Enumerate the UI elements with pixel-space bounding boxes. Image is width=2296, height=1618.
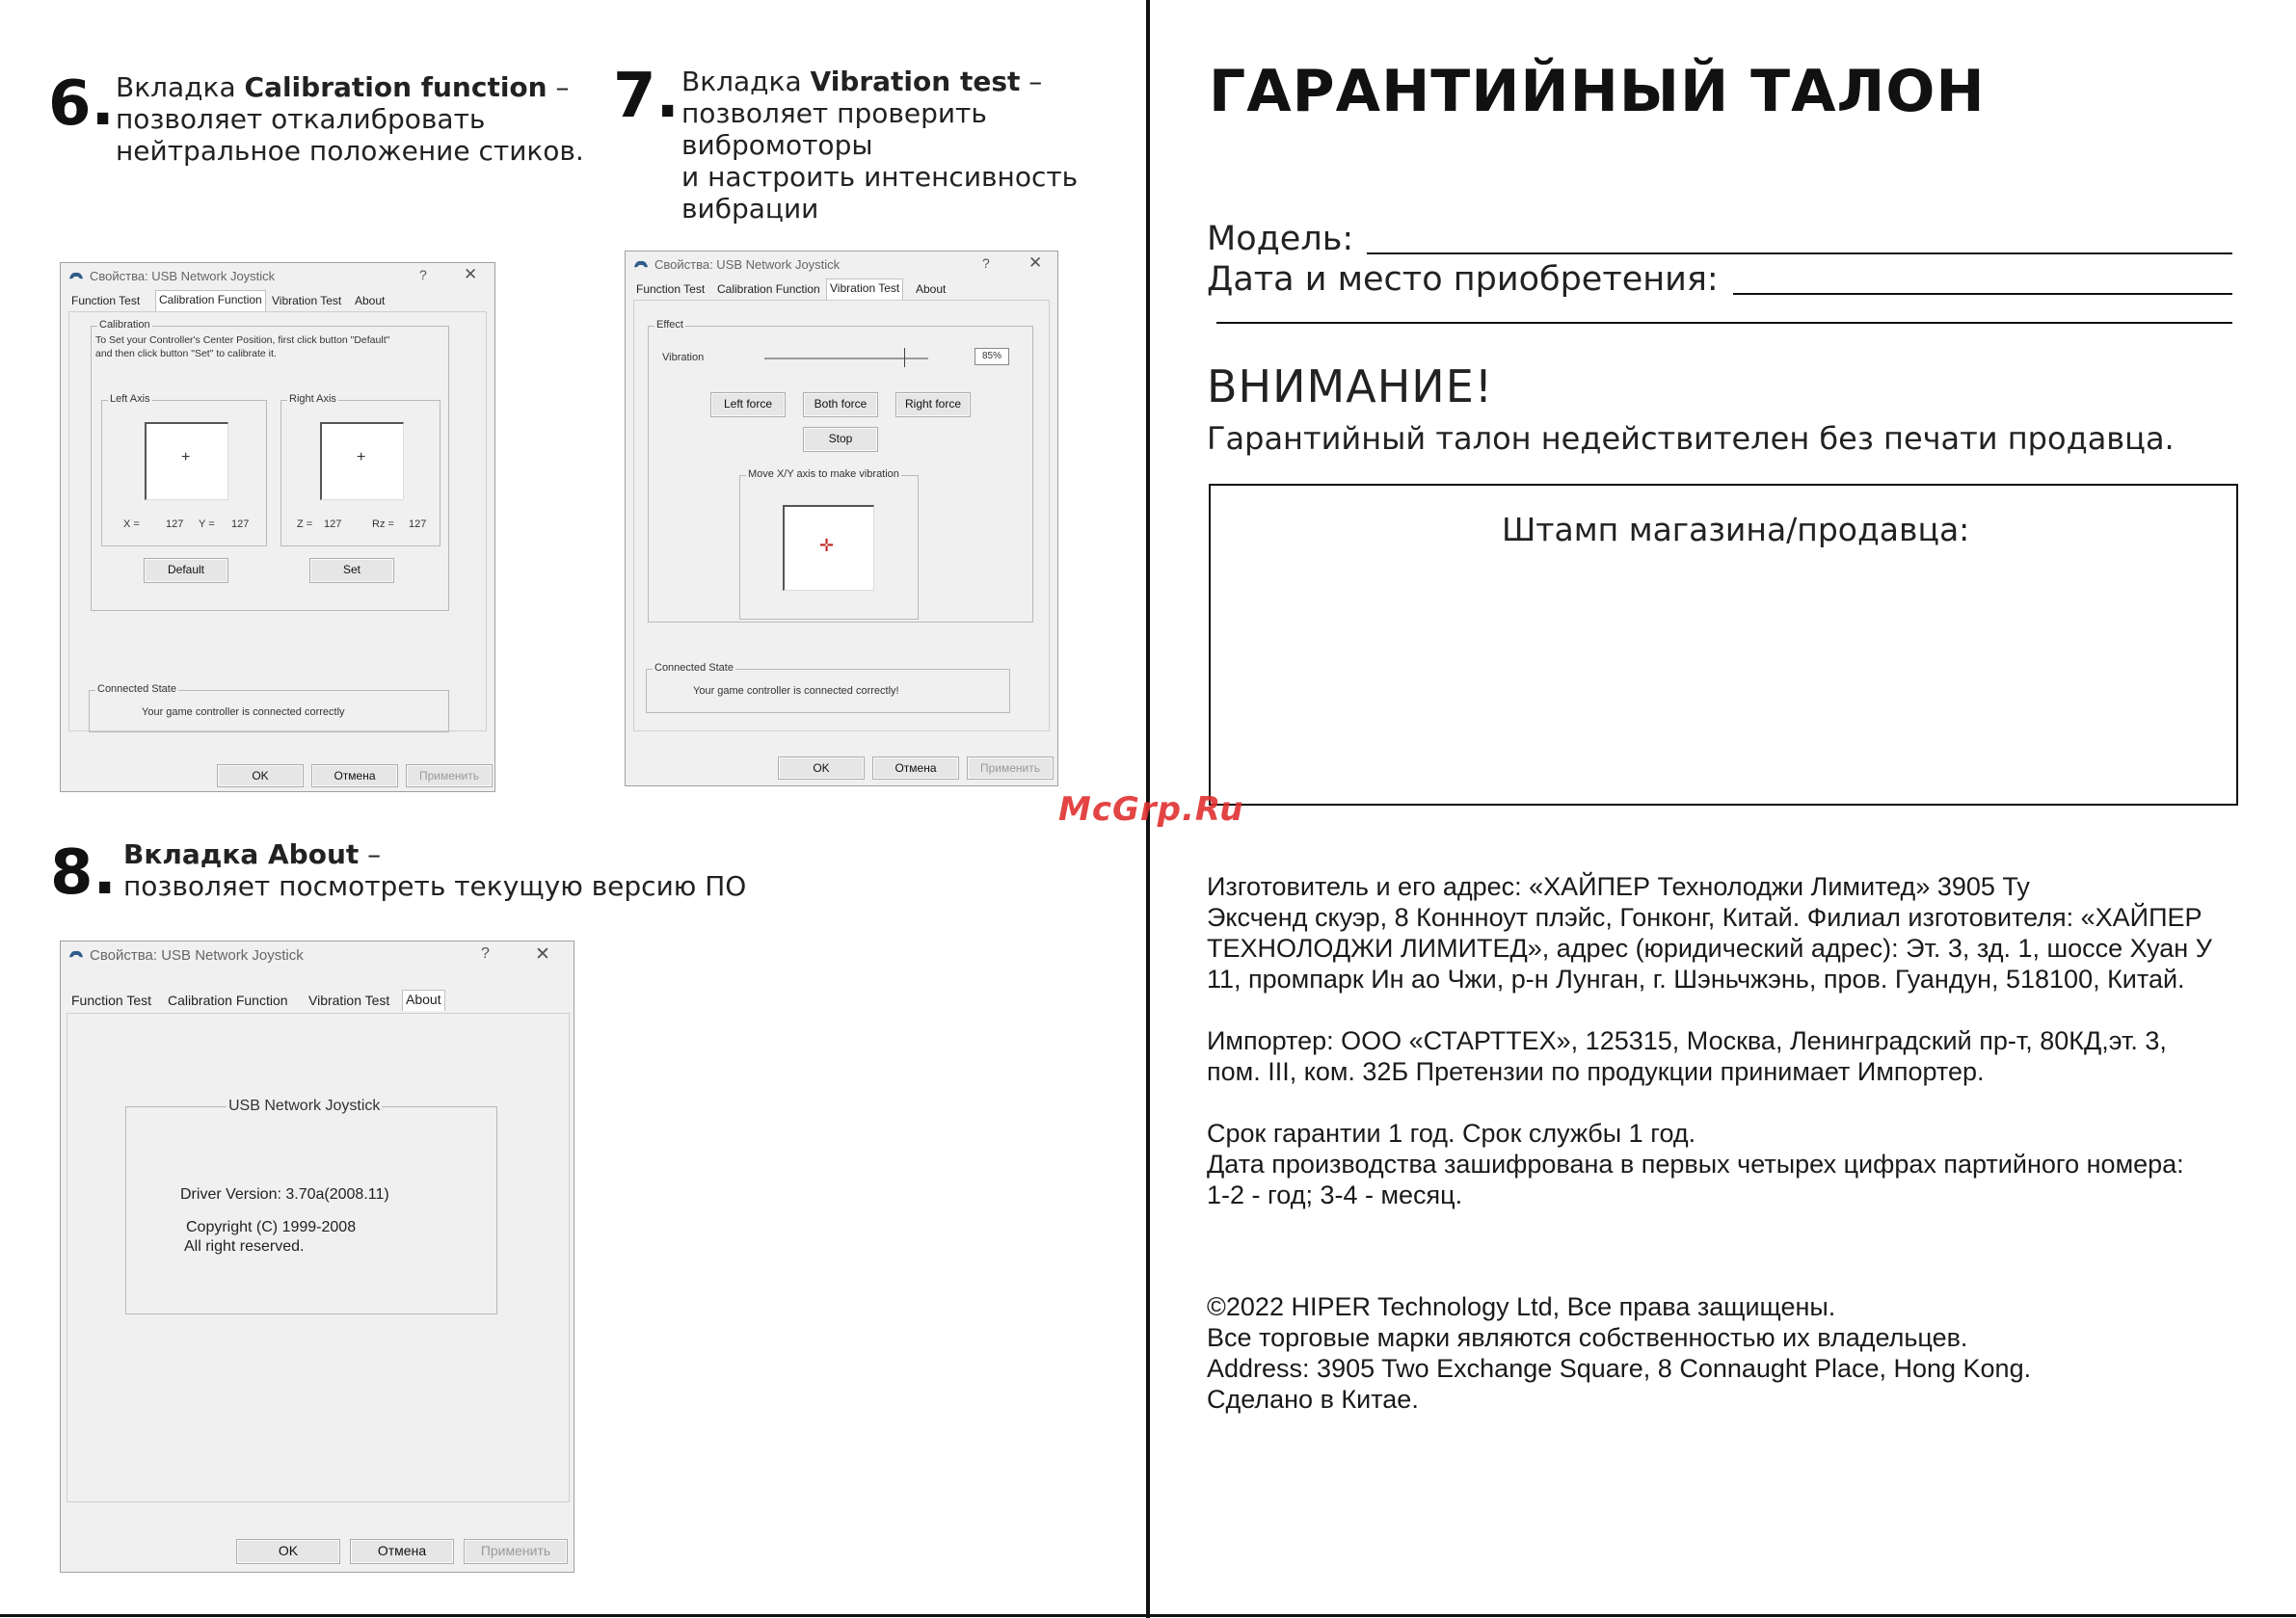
copyright-line: Address: 3905 Two Exchange Square, 8 Connaught Place, Hong Kong. [1207, 1354, 2032, 1383]
model-line[interactable] [1367, 252, 2232, 254]
step6-line3: нейтральное положение стиков. [116, 135, 584, 167]
purchase-line[interactable] [1733, 293, 2232, 295]
dialog-title: Свойства: USB Network Joystick [654, 257, 841, 272]
tab-panel [633, 300, 1050, 731]
step6-line2: позволяет откалибровать [116, 103, 486, 135]
target-crosshair-icon: ✛ [819, 536, 835, 555]
rz-value: 127 [409, 518, 427, 530]
calibration-group [91, 319, 449, 611]
left-force-button[interactable]: Left force [710, 392, 786, 417]
left-axis-legend: Left Axis [110, 393, 150, 405]
step8-text [123, 838, 746, 902]
tab-panel [68, 311, 487, 731]
default-button[interactable]: Default [144, 558, 228, 583]
vibration-slider-thumb[interactable] [904, 348, 909, 367]
step8-number: 8. [50, 837, 117, 909]
warranty-terms [1207, 1118, 2277, 1210]
effect-group [648, 319, 1033, 623]
copyright-info [1207, 1291, 2277, 1415]
tab-calibration-function[interactable]: Calibration Function [168, 993, 288, 1008]
stamp-label: Штамп магазина/продавца: [1502, 511, 1970, 548]
x-label: X = [123, 518, 140, 530]
calibration-dialog [60, 262, 495, 792]
tab-function-test[interactable]: Function Test [636, 282, 706, 296]
purchase-label: Дата и место приобретения: [1207, 260, 1719, 299]
about-group [125, 1098, 497, 1314]
right-axis-area [320, 422, 404, 500]
left-axis-area [145, 422, 228, 500]
tab-calibration-function[interactable]: Calibration Function [155, 290, 266, 311]
set-button[interactable]: Set [309, 558, 394, 583]
dialog-titlebar[interactable] [61, 942, 574, 970]
step8-bold: Вкладка About [123, 838, 360, 870]
ok-button[interactable]: OK [236, 1539, 340, 1564]
copyright-years: Copyright (C) 1999-2008 [186, 1219, 357, 1235]
terms-line: 1-2 - год; 3-4 - месяц. [1207, 1180, 1463, 1209]
step6-dash: – [547, 71, 570, 103]
watermark: McGrp.Ru [1058, 790, 1244, 829]
apply-button[interactable]: Применить [406, 764, 493, 787]
ok-button[interactable]: OK [217, 764, 304, 787]
connected-state-group [646, 662, 1010, 713]
joystick-icon [68, 949, 84, 959]
manufacturer-line: 11, промпарк Ин ао Чжи, р-н Лунган, г. Шэньчжэнь, пров. Гуандун, 518100, Китай. [1207, 965, 2185, 994]
manufacturer-info [1207, 871, 2286, 995]
importer-line: Импортер: ООО «СТАРТТЕХ», 125315, Москва, Ленинградский пр-т, 80КД,эт. 3, [1207, 1026, 2167, 1055]
driver-version: Driver Version: 3.70a(2008.11) [180, 1186, 389, 1203]
close-button[interactable]: ✕ [535, 944, 550, 965]
joystick-icon [633, 259, 649, 269]
step7-line5: вибрации [681, 193, 819, 225]
about-dialog [60, 941, 574, 1573]
warranty-notice: Гарантийный талон недействителен без печати продавца. [1207, 420, 2175, 457]
manufacturer-line: Эксченд скуэр, 8 Коннноут плэйс, Гонконг, Китай. Филиал изготовителя: «ХАЙПЕР [1207, 903, 2203, 932]
model-label: Модель: [1207, 220, 1354, 258]
tab-about[interactable]: About [916, 282, 947, 296]
right-axis-legend: Right Axis [289, 393, 336, 405]
help-button[interactable]: ? [982, 255, 990, 271]
step7-prefix: Вкладка [681, 66, 811, 97]
effect-legend: Effect [656, 319, 683, 331]
tab-vibration-test[interactable]: Vibration Test [272, 294, 342, 307]
warranty-title: ГАРАНТИЙНЫЙ ТАЛОН [1209, 58, 1986, 125]
connected-message: Your game controller is connected correctly! [693, 685, 899, 697]
right-axis-crosshair: + [357, 449, 366, 465]
z-label: Z = [297, 518, 313, 530]
cancel-button[interactable]: Отмена [872, 756, 959, 780]
dialog-title: Свойства: USB Network Joystick [90, 269, 276, 283]
step6-number: 6. [48, 68, 115, 140]
terms-line: Дата производства зашифрована в первых четырех цифрах партийного номера: [1207, 1150, 2184, 1179]
dialog-titlebar[interactable] [626, 252, 1057, 277]
connected-state-legend: Connected State [654, 662, 734, 674]
dialog-titlebar[interactable] [61, 263, 494, 288]
right-force-button[interactable]: Right force [895, 392, 971, 417]
step7-line4: и настроить интенсивность [681, 161, 1079, 193]
vibration-dialog [625, 251, 1058, 786]
close-button[interactable]: ✕ [1028, 253, 1043, 272]
step8-line2: позволяет посмотреть текущую версию ПО [123, 870, 747, 902]
importer-line: пом. III, ком. 32Б Претензии по продукции принимает Импортер. [1207, 1057, 1985, 1086]
dialog-title: Свойства: USB Network Joystick [90, 947, 304, 964]
rights-reserved: All right reserved. [184, 1238, 305, 1255]
step6-text [116, 71, 584, 167]
step6-prefix: Вкладка [116, 71, 245, 103]
close-button[interactable]: ✕ [464, 265, 478, 283]
move-axis-group [739, 468, 919, 620]
cancel-button[interactable]: Отмена [311, 764, 398, 787]
about-legend: USB Network Joystick [228, 1098, 381, 1114]
help-button[interactable]: ? [419, 267, 427, 282]
copyright-line: Все торговые марки являются собственностью их владельцев. [1207, 1323, 1968, 1352]
left-axis-group [101, 393, 267, 546]
connected-message: Your game controller is connected correctly [142, 706, 345, 718]
terms-line: Срок гарантии 1 год. Срок службы 1 год. [1207, 1119, 1696, 1148]
calibration-instruction-2: and then click button "Set" to calibrate it. [95, 348, 277, 359]
step7-dash: – [1020, 66, 1043, 97]
vibration-target-area[interactable] [783, 505, 874, 591]
cancel-button[interactable]: Отмена [350, 1539, 454, 1564]
step8-dash: – [359, 838, 382, 870]
tab-function-test[interactable]: Function Test [71, 993, 152, 1008]
step6-bold: Calibration function [244, 71, 547, 103]
purchase-line-2[interactable] [1216, 322, 2232, 324]
y-value: 127 [231, 518, 250, 530]
tab-about[interactable]: About [402, 990, 445, 1011]
z-value: 127 [324, 518, 342, 530]
ok-button[interactable]: OK [778, 756, 865, 780]
step7-line3: вибромоторы [681, 129, 873, 161]
apply-button[interactable]: Применить [464, 1539, 568, 1564]
y-label: Y = [199, 518, 215, 530]
copyright-line: Сделано в Китае. [1207, 1385, 1419, 1414]
step7-number: 7. [613, 61, 680, 132]
joystick-icon [68, 271, 84, 280]
apply-button[interactable]: Применить [967, 756, 1054, 780]
manufacturer-line: Изготовитель и его адрес: «ХАЙПЕР Технолоджи Лимитед» 3905 Ту [1207, 872, 2030, 901]
stop-button[interactable]: Stop [803, 427, 878, 452]
bottom-border [0, 1614, 2296, 1617]
tab-vibration-test[interactable]: Vibration Test [308, 993, 390, 1008]
tab-about[interactable]: About [355, 294, 386, 307]
calibration-instruction-1: To Set your Controller's Center Position, first click button "Default" [95, 334, 390, 346]
step7-line2: позволяет проверить [681, 97, 987, 129]
tab-vibration-test[interactable]: Vibration Test [826, 279, 903, 300]
right-axis-group [280, 393, 441, 546]
move-axis-legend: Move X/Y axis to make vibration [748, 468, 899, 480]
calibration-legend: Calibration [99, 319, 150, 331]
tab-calibration-function[interactable]: Calibration Function [717, 282, 820, 296]
connected-state-legend: Connected State [97, 683, 176, 695]
tab-function-test[interactable]: Function Test [71, 294, 141, 307]
copyright-line: ©2022 HIPER Technology Ltd, Все права защищены. [1207, 1292, 1836, 1321]
help-button[interactable]: ? [481, 945, 490, 962]
vibration-label: Vibration [662, 352, 705, 363]
step7-text [681, 66, 1078, 225]
tab-panel [67, 1013, 570, 1502]
x-value: 127 [166, 518, 184, 530]
manufacturer-line: ТЕХНОЛОДЖИ ЛИМИТЕД», адрес (юридический адрес): Эт. 3, зд. 1, шоссе Хуан У [1207, 934, 2212, 963]
connected-state-group [89, 683, 449, 732]
rz-label: Rz = [372, 518, 394, 530]
step7-bold: Vibration test [810, 66, 1021, 97]
left-axis-crosshair: + [181, 449, 191, 465]
both-force-button[interactable]: Both force [803, 392, 878, 417]
importer-info [1207, 1025, 2277, 1087]
attention-heading: ВНИМАНИЕ! [1207, 360, 1494, 412]
vibration-percent: 85% [974, 348, 1009, 365]
